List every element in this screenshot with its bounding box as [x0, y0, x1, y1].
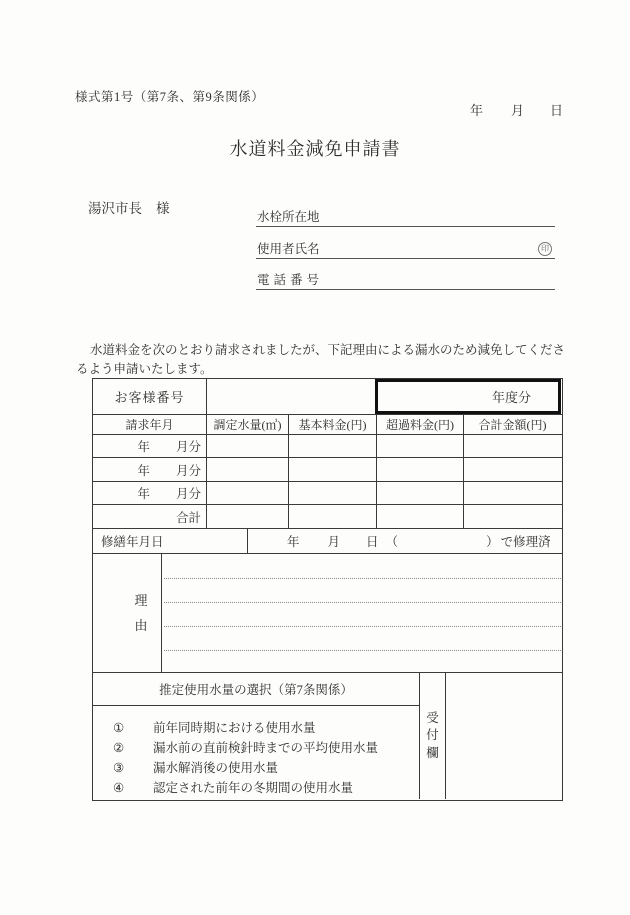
date-day-label: 日 [550, 103, 564, 118]
cell-blank [377, 505, 464, 528]
dotted-rule [164, 650, 561, 651]
list-item [113, 758, 419, 778]
dotted-rule [164, 578, 561, 579]
list-item [113, 738, 419, 758]
request-paragraph: 水道料金を次のとおり請求されましたが、下記理由による漏水のため減免してくださるよう申請いたします。 [76, 343, 566, 376]
repair-date-row [93, 529, 562, 554]
repaired-suffix: で修理済 [500, 535, 551, 549]
field-phone-number-label: 電話番号 [257, 273, 324, 287]
col-total-amount: 合計金額(円) [478, 418, 547, 432]
list-item [113, 778, 419, 798]
cell-blank [289, 458, 377, 481]
billing-month-cell [93, 458, 207, 481]
reason-char: 理 [134, 593, 148, 608]
billing-month-cell [93, 482, 207, 504]
cell-blank [207, 482, 289, 504]
cell-blank [207, 458, 289, 481]
total-label: 合計 [93, 505, 207, 528]
page-title: 水道料金減免申請書 [229, 139, 401, 159]
estimation-items [93, 706, 419, 798]
fiscal-year-box [375, 379, 561, 414]
dotted-rule [164, 602, 561, 603]
list-item [113, 718, 419, 738]
fiscal-year-label: 年度分 [491, 390, 531, 405]
customer-number-row [93, 379, 562, 415]
reception-char: 受 [426, 710, 439, 725]
billing-table [92, 378, 563, 801]
repair-year-label: 年 [287, 535, 300, 549]
cell-blank [289, 482, 377, 504]
reason-row [93, 554, 562, 673]
estimation-header: 推定使用水量の選択（第7条関係） [93, 673, 419, 706]
month-label: 月分 [175, 463, 201, 478]
field-tap-location-label: 水栓所在地 [257, 210, 320, 224]
seal-icon: 印 [538, 242, 552, 256]
reception-char: 欄 [426, 745, 439, 760]
reason-write-area [162, 554, 561, 672]
form-number: 様式第1号（第7条、第9条関係） [75, 90, 265, 104]
customer-number-label: お客様番号 [93, 379, 207, 414]
repair-day-label: 日 [366, 535, 379, 549]
cell-blank [464, 505, 561, 528]
col-metered-volume: 調定水量(㎥) [207, 415, 289, 434]
cell-blank [377, 458, 464, 481]
repair-month-label: 月 [327, 535, 341, 549]
billing-month-cell [93, 435, 207, 457]
reception-stamp-area [446, 673, 562, 799]
item-number: ③ [113, 761, 125, 775]
col-excess-charge: 超過料金(円) [377, 415, 464, 434]
item-text: 認定された前年の冬期間の使用水量 [153, 781, 354, 795]
month-label: 月分 [175, 487, 201, 501]
addressee-name: 湯沢市長 [88, 201, 142, 216]
date-line [470, 100, 563, 119]
item-number: ① [113, 721, 125, 735]
total-row [93, 505, 562, 529]
date-month-label: 月 [511, 103, 525, 118]
repair-date-label: 修繕年月日 [93, 529, 248, 553]
reason-label [93, 554, 162, 672]
dotted-rule [164, 626, 561, 627]
paren-open: （ [385, 535, 399, 549]
item-number: ② [113, 741, 125, 755]
addressee-honorific: 様 [156, 201, 170, 216]
month-label: 月分 [175, 440, 201, 454]
customer-number-blank [207, 379, 375, 414]
cell-blank [464, 435, 561, 457]
reception-char: 付 [426, 728, 439, 743]
field-phone-number [256, 274, 555, 290]
field-user-name [256, 243, 555, 259]
estimation-section [93, 673, 420, 799]
estimation-row [93, 673, 562, 799]
field-user-name-label: 使用者氏名 [257, 242, 320, 256]
table-row [93, 458, 562, 482]
item-number: ④ [113, 781, 125, 795]
cell-blank [289, 505, 377, 528]
table-row [93, 435, 562, 458]
item-text: 漏水解消後の使用水量 [153, 761, 279, 775]
cell-blank [377, 435, 464, 457]
item-text: 前年同時期における使用水量 [153, 721, 316, 735]
table-row [93, 482, 562, 505]
reason-char: 由 [134, 618, 148, 633]
reception-column-label [420, 673, 446, 799]
year-label: 年 [137, 463, 150, 478]
col-basic-charge: 基本料金(円) [289, 415, 377, 434]
cell-blank [464, 482, 561, 504]
cell-blank [377, 482, 464, 504]
cell-blank [207, 435, 289, 457]
cell-blank [464, 458, 561, 481]
addressee [88, 197, 170, 217]
year-label: 年 [137, 487, 150, 501]
field-tap-location [256, 211, 555, 227]
cell-blank [207, 505, 289, 528]
repair-date-value [248, 529, 561, 553]
table-header-row [93, 415, 562, 435]
col-billing-month: 請求年月 [93, 415, 207, 434]
item-text: 漏水前の直前検針時までの平均使用水量 [153, 741, 379, 755]
year-label: 年 [137, 440, 150, 454]
date-year-label: 年 [470, 103, 484, 118]
paren-close: ） [486, 535, 499, 549]
cell-blank [289, 435, 377, 457]
